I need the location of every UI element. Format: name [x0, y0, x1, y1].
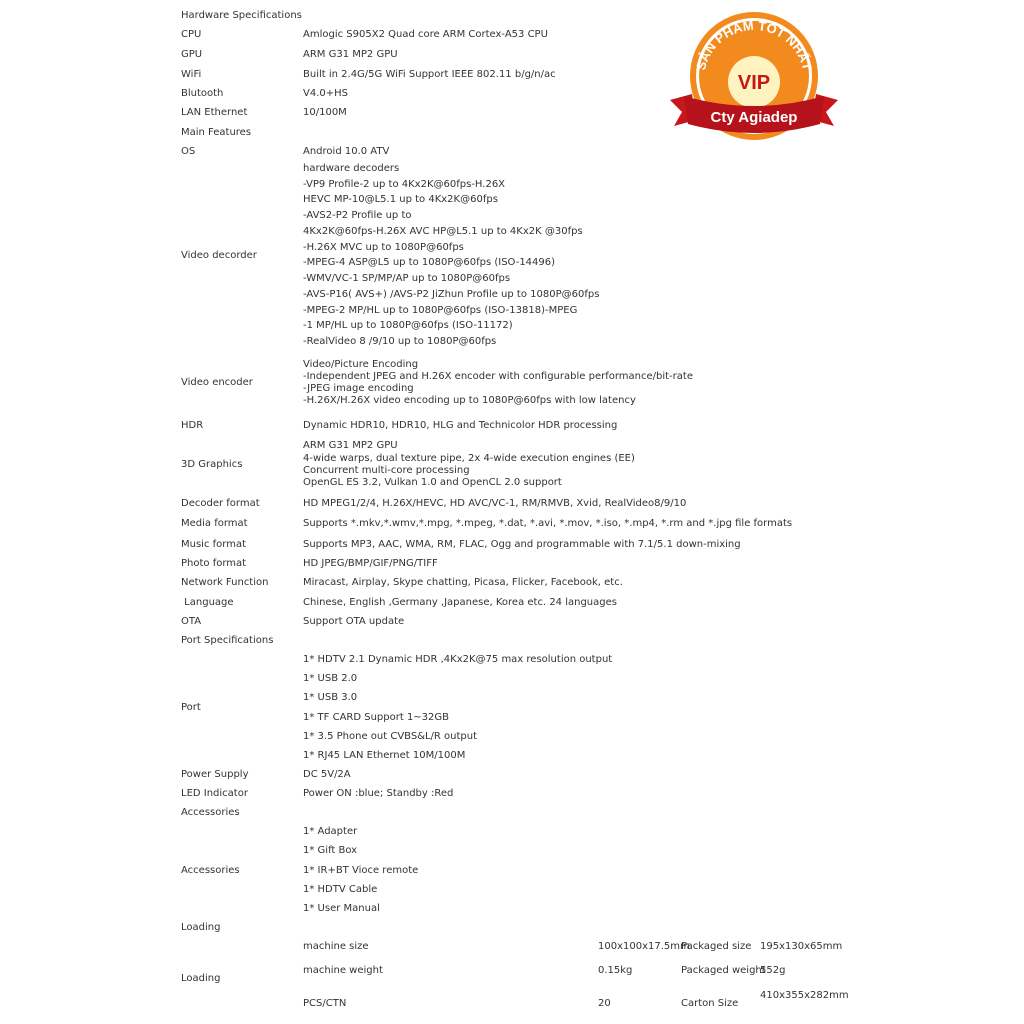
- section-main-features: Main Features: [181, 127, 252, 138]
- badge-ribbon-text: Cty Agiadep: [710, 109, 798, 126]
- wifi-value: Built in 2.4G/5G WiFi Support IEEE 802.11 b/g/n/ac: [303, 69, 556, 80]
- photo-format-label: Photo format: [181, 558, 247, 569]
- accessory-item: 1* IR+BT Vioce remote: [303, 865, 419, 876]
- video-decoder-label: Video decorder: [181, 250, 257, 261]
- lan-value: 10/100M: [303, 107, 347, 118]
- led-indicator-value: Power ON :blue; Standby :Red: [303, 788, 454, 799]
- hdr-value: Dynamic HDR10, HDR10, HLG and Technicolor HDR processing: [303, 420, 618, 431]
- network-function-value: Miracast, Airplay, Skype chatting, Picasa, Flicker, Facebook, etc.: [303, 577, 623, 588]
- pcs-ctn-label: PCS/CTN: [303, 998, 347, 1009]
- power-supply-value: DC 5V/2A: [303, 769, 351, 780]
- machine-weight-label: machine weight: [303, 965, 383, 976]
- decoder-format-value: HD MPEG1/2/4, H.26X/HEVC, HD AVC/VC-1, RM/RMVB, Xvid, RealVideo8/9/10: [303, 498, 687, 509]
- video-decoder-line: -RealVideo 8 /9/10 up to 1080P@60fps: [303, 336, 497, 347]
- graphics-line: Concurrent multi-core processing: [303, 465, 470, 476]
- section-port-specifications: Port Specifications: [181, 635, 274, 646]
- packaged-weight-label: Packaged weight: [681, 965, 766, 976]
- accessory-item: 1* HDTV Cable: [303, 884, 378, 895]
- machine-size-label: machine size: [303, 941, 369, 952]
- packaged-size-label: Packaged size: [681, 941, 752, 952]
- video-encoder-line: -H.26X/H.26X video encoding up to 1080P@60fps with low latency: [303, 395, 636, 406]
- gpu-label: GPU: [181, 49, 203, 60]
- machine-weight-value: 0.15kg: [598, 965, 633, 976]
- video-decoder-line: -H.26X MVC up to 1080P@60fps: [303, 242, 464, 253]
- video-decoder-line: -MPEG-4 ASP@L5 up to 1080P@60fps (ISO-14496): [303, 257, 556, 268]
- power-supply-label: Power Supply: [181, 769, 249, 780]
- section-hardware-specifications: Hardware Specifications: [181, 10, 302, 21]
- decoder-format-label: Decoder format: [181, 498, 260, 509]
- photo-format-value: HD JPEG/BMP/GIF/PNG/TIFF: [303, 558, 438, 569]
- network-function-label: Network Function: [181, 577, 269, 588]
- carton-size-label: Carton Size: [681, 998, 739, 1009]
- bluetooth-value: V4.0+HS: [303, 88, 348, 99]
- pcs-ctn-value: 20: [598, 998, 611, 1009]
- cpu-label: CPU: [181, 29, 202, 40]
- badge-vip-text: VIP: [737, 72, 771, 94]
- bluetooth-label: Blutooth: [181, 88, 224, 99]
- lan-label: LAN Ethernet: [181, 107, 248, 118]
- packaged-size-value: 195x130x65mm: [760, 941, 843, 952]
- cpu-value: Amlogic S905X2 Quad core ARM Cortex-A53 CPU: [303, 29, 548, 40]
- graphics-line: ARM G31 MP2 GPU: [303, 440, 398, 451]
- machine-size-value: 100x100x17.5mm: [598, 941, 690, 952]
- media-format-value: Supports *.mkv,*.wmv,*.mpg, *.mpeg, *.dat, *.avi, *.mov, *.iso, *.mp4, *.rm and *.jpg file formats: [303, 518, 793, 529]
- os-value: Android 10.0 ATV: [303, 146, 390, 157]
- video-decoder-line: hardware decoders: [303, 163, 400, 174]
- video-decoder-line: -AVS2-P2 Profile up to: [303, 210, 412, 221]
- badge-arc-textpath: SẢN PHẨM TỐT NHẤT: [693, 17, 815, 72]
- video-decoder-line: -VP9 Profile-2 up to 4Kx2K@60fps-H.26X: [303, 179, 506, 190]
- video-decoder-line: -MPEG-2 MP/HL up to 1080P@60fps (ISO-13818)-MPEG: [303, 305, 578, 316]
- os-label: OS: [181, 146, 196, 157]
- port-label: Port: [181, 702, 201, 713]
- video-decoder-line: -AVS-P16( AVS+) /AVS-P2 JiZhun Profile up to 1080P@60fps: [303, 289, 600, 300]
- port-line: 1* RJ45 LAN Ethernet 10M/100M: [303, 750, 466, 761]
- wifi-label: WiFi: [181, 69, 202, 80]
- video-encoder-label: Video encoder: [181, 377, 253, 388]
- video-encoder-line: -Independent JPEG and H.26X encoder with configurable performance/bit-rate: [303, 371, 693, 382]
- carton-size-value: 410x355x282mm: [760, 990, 849, 1001]
- video-decoder-line: -WMV/VC-1 SP/MP/AP up to 1080P@60fps: [303, 273, 511, 284]
- graphics-line: 4-wide warps, dual texture pipe, 2x 4-wide execution engines (EE): [303, 453, 635, 464]
- video-decoder-line: -1 MP/HL up to 1080P@60fps (ISO-11172): [303, 320, 513, 331]
- accessory-item: 1* User Manual: [303, 903, 380, 914]
- language-value: Chinese, English ,Germany ,Japanese, Korea etc. 24 languages: [303, 597, 617, 608]
- video-decoder-line: HEVC MP-10@L5.1 up to 4Kx2K@60fps: [303, 194, 498, 205]
- gpu-value: ARM G31 MP2 GPU: [303, 49, 398, 60]
- music-format-label: Music format: [181, 539, 246, 550]
- video-encoder-line: Video/Picture Encoding: [303, 359, 419, 370]
- accessory-item: 1* Gift Box: [303, 845, 358, 856]
- section-accessories: Accessories: [181, 807, 240, 818]
- section-loading: Loading: [181, 922, 221, 933]
- port-line: 1* 3.5 Phone out CVBS&L/R output: [303, 731, 478, 742]
- hdr-label: HDR: [181, 420, 204, 431]
- video-encoder-line: -JPEG image encoding: [303, 383, 414, 394]
- port-line: 1* HDTV 2.1 Dynamic HDR ,4Kx2K@75 max resolution output: [303, 654, 613, 665]
- video-decoder-line: 4Kx2K@60fps-H.26X AVC HP@L5.1 up to 4Kx2K @30fps: [303, 226, 583, 237]
- port-line: 1* USB 2.0: [303, 673, 358, 684]
- led-indicator-label: LED Indicator: [181, 788, 248, 799]
- loading-label: Loading: [181, 973, 221, 984]
- graphics-label: 3D Graphics: [181, 459, 243, 470]
- port-line: 1* USB 3.0: [303, 692, 358, 703]
- media-format-label: Media format: [181, 518, 248, 529]
- accessories-label: Accessories: [181, 865, 240, 876]
- language-label: Language: [181, 597, 234, 608]
- accessory-item: 1* Adapter: [303, 826, 358, 837]
- music-format-value: Supports MP3, AAC, WMA, RM, FLAC, Ogg and programmable with 7.1/5.1 down-mixing: [303, 539, 741, 550]
- ota-label: OTA: [181, 616, 202, 627]
- ota-value: Support OTA update: [303, 616, 405, 627]
- vip-badge: [664, 8, 844, 148]
- packaged-weight-value: 552g: [760, 965, 786, 976]
- port-line: 1* TF CARD Support 1~32GB: [303, 712, 450, 723]
- graphics-line: OpenGL ES 3.2, Vulkan 1.0 and OpenCL 2.0 support: [303, 477, 562, 488]
